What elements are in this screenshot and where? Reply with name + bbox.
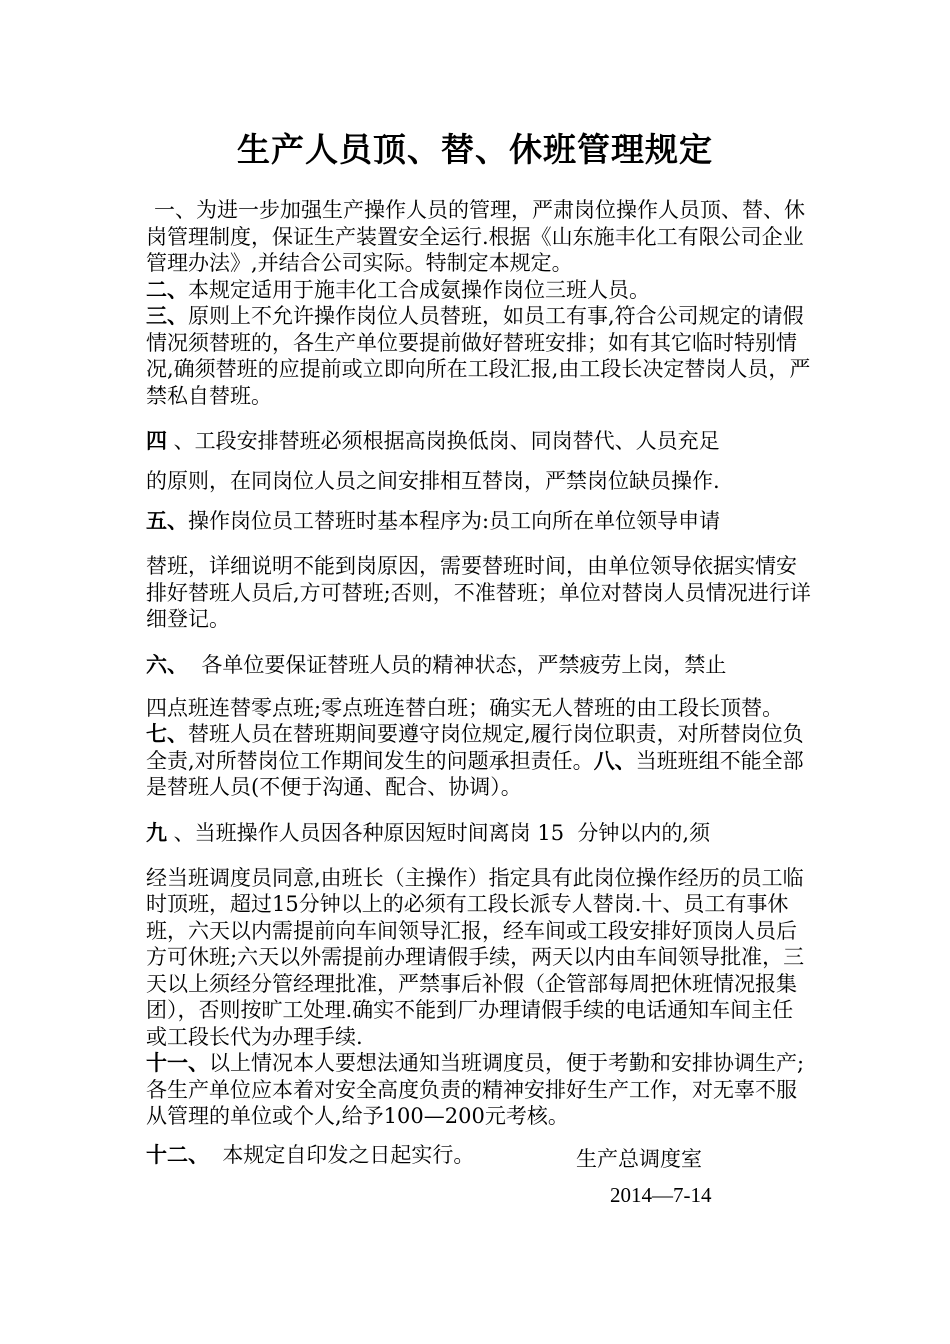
paragraph-11-text: 以上情况本人要想法通知当班调度员，便于考勤和安排协调生产;各生产单位应本着对安全高度负责的精神安排好生产工作，对无辜不服从管理的单位或个人,给予100—200元考核。: [146, 1051, 805, 1128]
paragraph-9-text-line1: 、当班操作人员因各种原因短时间离岗 15 分钟以内的,须: [167, 820, 711, 845]
issue-date: 2014—7-14: [610, 1183, 712, 1207]
paragraph-3-text: 原则上不允许操作岗位人员替班，如员工有事,符合公司规定的请假情况须替班的，各生产单位要提前做好替班安排；如有其它临时特别情况,确须替班的应提前或立即向所在工段汇报,由工段长决定替岗人员，严禁私自替班。: [146, 304, 811, 408]
paragraph-7-text: 替班人员在替班期间要遵守岗位规定,履行岗位职责，对所替岗位负全责,对所替岗位工作期间发生的问题承担责任。: [146, 722, 804, 773]
paragraph-6-number: 六、: [146, 652, 188, 677]
paragraph-9-number: 九: [146, 820, 167, 845]
paragraph-2-number: 二、: [146, 277, 188, 302]
paragraph-2: [146, 277, 814, 304]
paragraph-11-number: 十一、: [146, 1051, 209, 1075]
paragraph-1-text: 一、为进一步加强生产操作人员的管理，严肃岗位操作人员顶、替、休岗管理制度，保证生产装置安全运行.根据《山东施丰化工有限公司企业管理办法》,并结合公司实际。特制定本规定。: [146, 198, 805, 275]
paragraph-4: [146, 421, 814, 501]
paragraph-5-text-rest: 替班，详细说明不能到岗原因，需要替班时间，由单位领导依据实情安排好替班人员后,方可替班;否则，不准替班；单位对替岗人员情况进行详细登记。: [146, 554, 811, 631]
paragraph-12-number: 十二、: [146, 1142, 209, 1167]
paragraph-4-number: 四: [146, 429, 167, 453]
paragraph-4-text-line1: 、工段安排替班必须根据高岗换低岗、同岗替代、人员充足: [167, 429, 720, 453]
paragraph-9-text-rest: 经当班调度员同意,由班长（主操作）指定具有此岗位操作经历的员工临时顶班，超过15分钟以上的必须有工段长派专人替岗.十、员工有事休班，六天以内需提前向车间领导汇报，经车间或工段安排好顶岗人员后方可休班;六天以外需提前办理请假手续，两天以内由车间领导批准，三天以上须经分管经理批准，严禁事后补假（企管部每周把休班情况报集团），否则按旷工处理.确实不能到厂办理请假手续的电话通知车间主任或工段长代为办理手续.: [146, 865, 805, 1049]
paragraph-7-number: 七、: [146, 722, 188, 746]
paragraph-9: [146, 813, 814, 1051]
document-body: [146, 197, 814, 1168]
signature-issuer: 生产总调度室: [576, 1147, 702, 1171]
paragraph-12: [146, 1142, 814, 1169]
paragraph-12-text: 本规定自印发之日起实行。: [209, 1142, 475, 1167]
paragraph-3-number: 三、: [146, 304, 188, 328]
paragraph-2-text: 本规定适用于施丰化工合成氨操作岗位三班人员。: [188, 277, 650, 302]
paragraph-7: [146, 721, 814, 801]
paragraph-4-text-rest: 的原则，在同岗位人员之间安排相互替岗，严禁岗位缺员操作.: [146, 469, 720, 493]
paragraph-11: [146, 1050, 814, 1130]
paragraph-5: [146, 501, 814, 633]
paragraph-8-text: 当班班组不能全部是替班人员(不便于沟通、配合、协调）。: [146, 748, 804, 799]
paragraph-6-text-rest: 四点班连替零点班;零点班连替白班；确实无人替班的由工段长顶替。: [146, 695, 784, 720]
paragraph-8-number: 八、: [593, 748, 636, 773]
paragraph-5-number: 五、: [146, 509, 188, 533]
paragraph-3: [146, 303, 814, 409]
paragraph-6: [146, 645, 814, 722]
paragraph-6-text-line1: 各单位要保证替班人员的精神状态，严禁疲劳上岗，禁止: [188, 652, 727, 677]
paragraph-5-text-line1: 操作岗位员工替班时基本程序为:员工向所在单位领导申请: [188, 509, 721, 533]
paragraph-1: [146, 197, 814, 277]
document-title: 生产人员顶、替、休班管理规定: [237, 130, 713, 169]
